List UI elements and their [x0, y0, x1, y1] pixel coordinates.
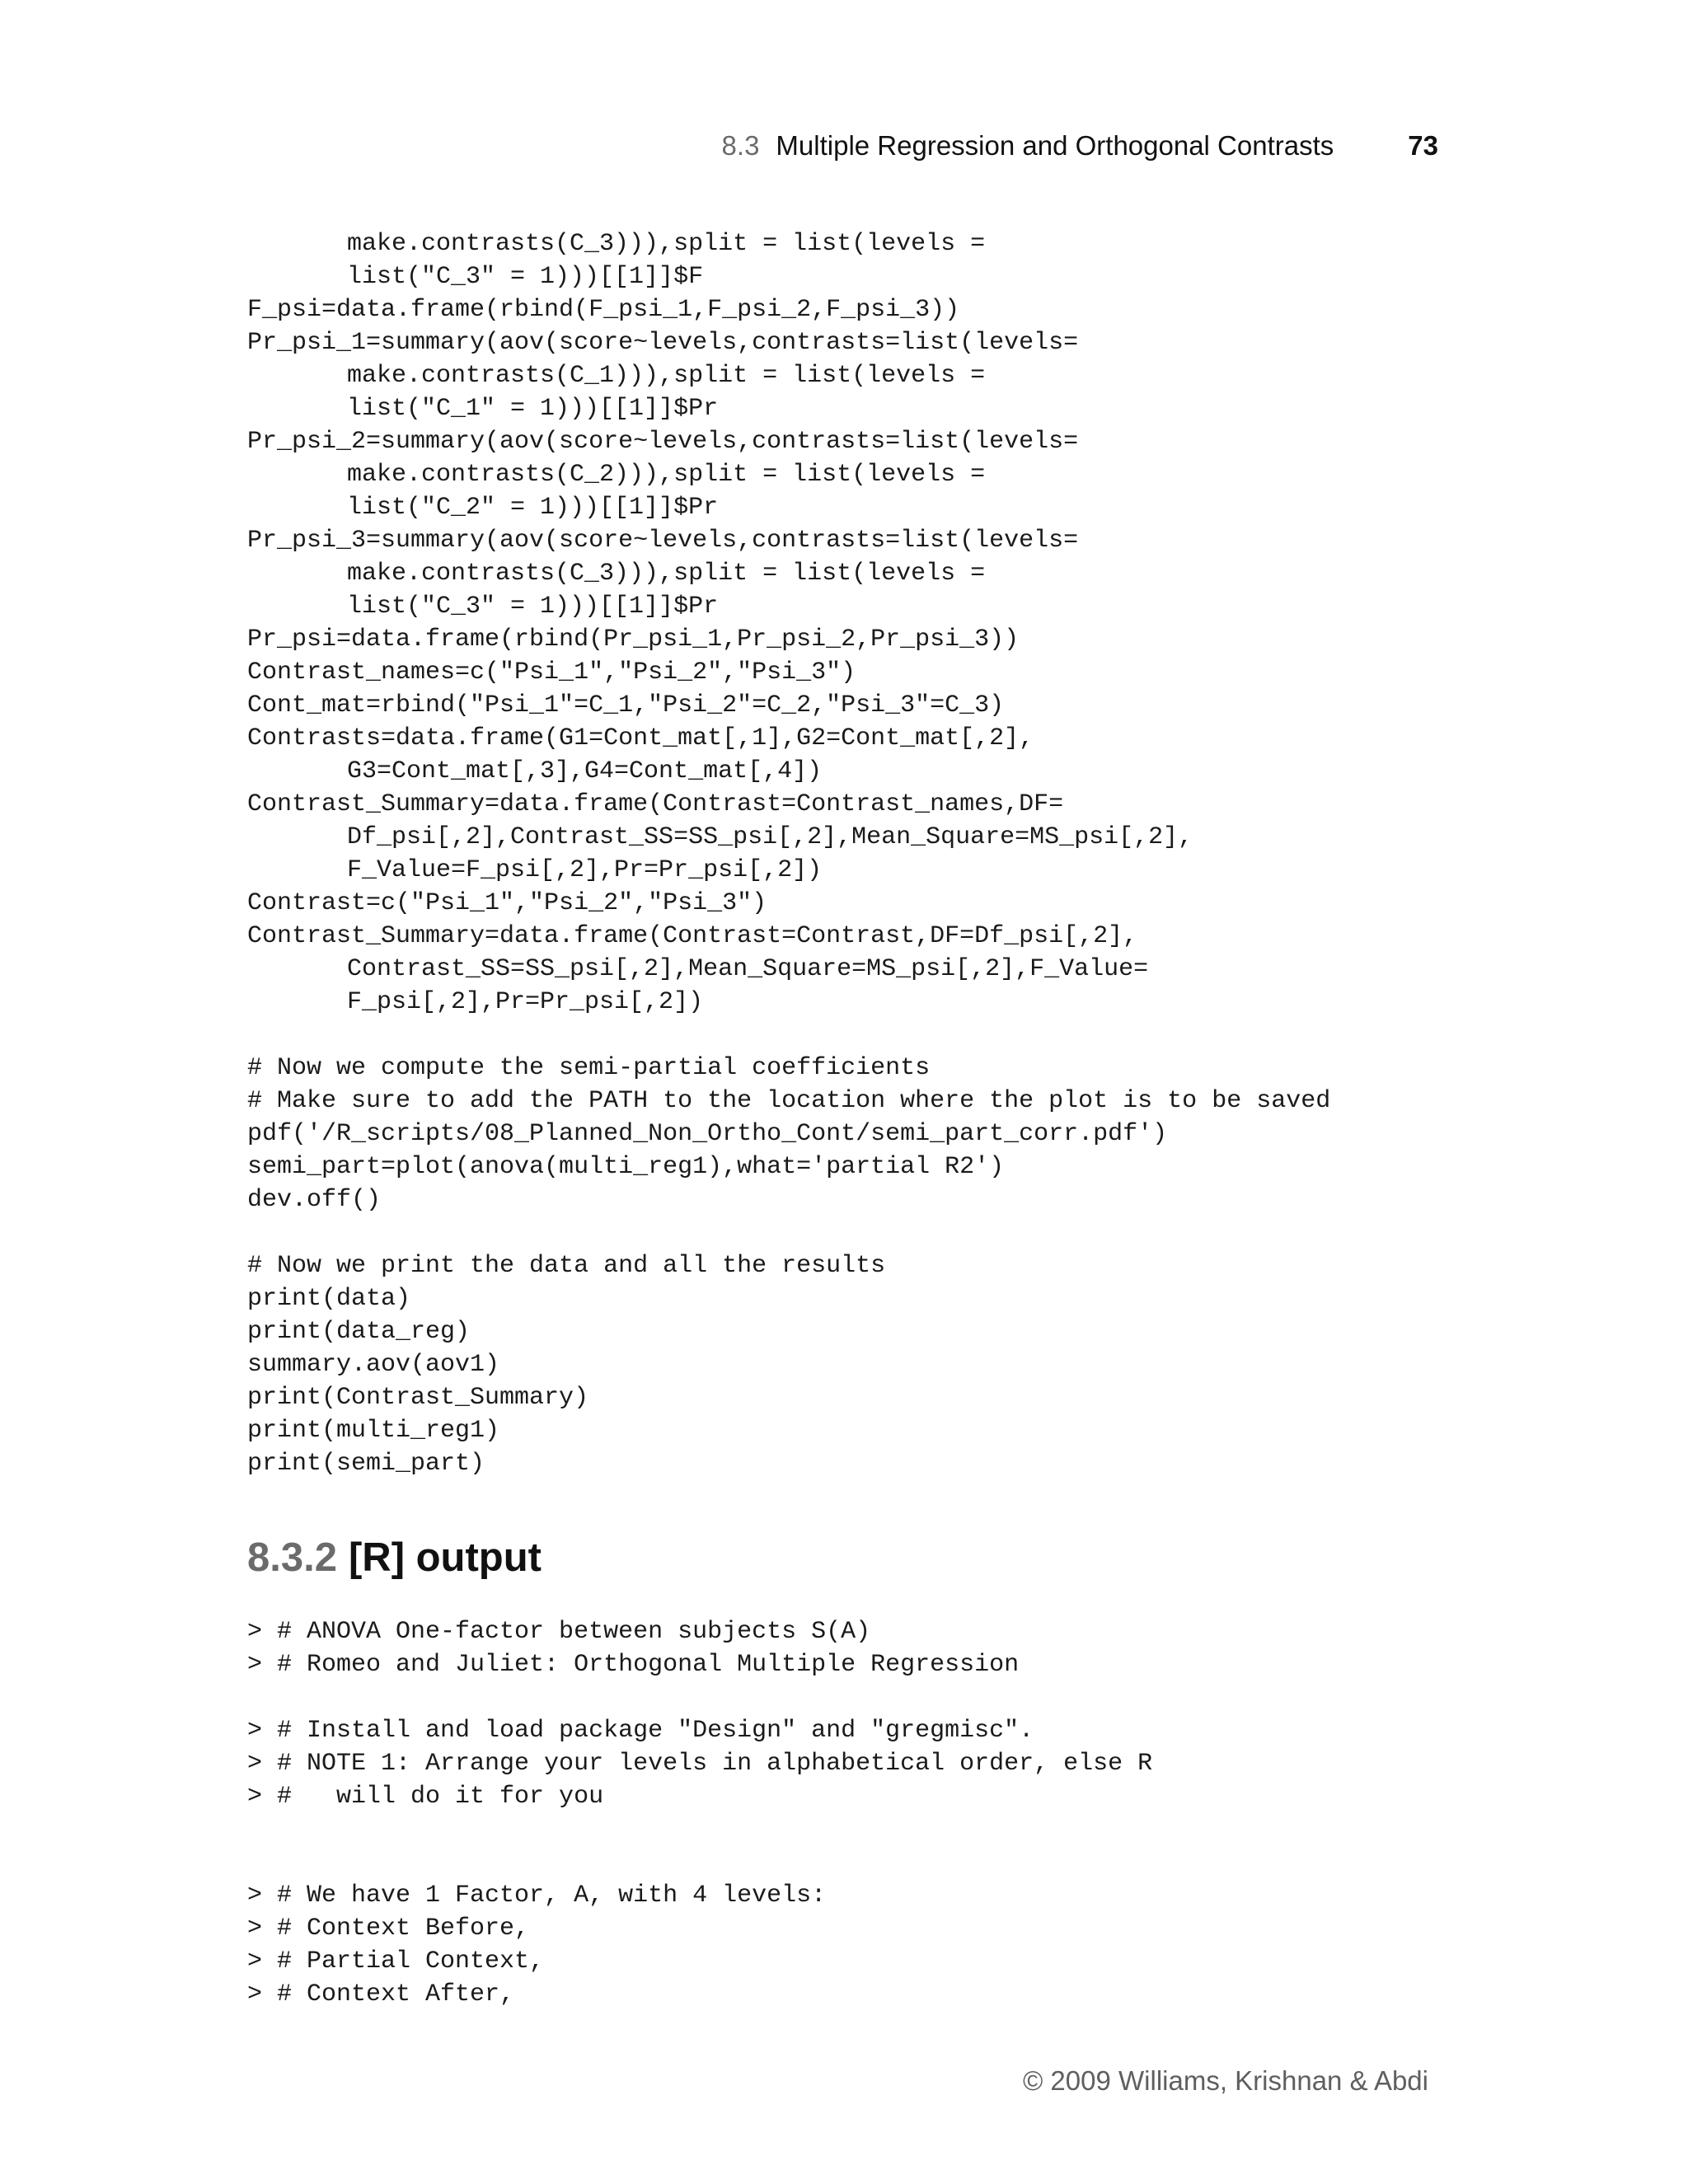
- code-line: # Now we print the data and all the results: [247, 1252, 886, 1280]
- code-line: Contrast_SS=SS_psi[,2],Mean_Square=MS_psi[,2],F_Value=: [347, 955, 1149, 983]
- r-output-listing: [247, 1615, 1152, 2011]
- code-line: Df_psi[,2],Contrast_SS=SS_psi[,2],Mean_Square=MS_psi[,2],: [347, 823, 1193, 851]
- blank-line: [247, 1216, 1330, 1249]
- code-line: make.contrasts(C_2))),split = list(levels =: [347, 461, 986, 489]
- code-line: pdf('/R_scripts/08_Planned_Non_Ortho_Cont/semi_part_corr.pdf'): [247, 1120, 1168, 1148]
- code-line: semi_part=plot(anova(multi_reg1),what='partial R2'): [247, 1153, 1005, 1181]
- output-line: > # We have 1 Factor, A, with 4 levels:: [247, 1882, 827, 1910]
- output-line: > # will do it for you: [247, 1783, 604, 1811]
- code-line: make.contrasts(C_3))),split = list(levels =: [347, 560, 986, 588]
- code-line: print(semi_part): [247, 1450, 485, 1478]
- code-line: F_Value=F_psi[,2],Pr=Pr_psi[,2]): [347, 856, 823, 884]
- code-line: Contrasts=data.frame(G1=Cont_mat[,1],G2=Cont_mat[,2],: [247, 724, 1034, 752]
- output-line: > # Install and load package "Design" and "gregmisc".: [247, 1717, 1034, 1745]
- section-heading-number: 8.3.2: [247, 1535, 337, 1580]
- code-line: Contrast=c("Psi_1","Psi_2","Psi_3"): [247, 889, 767, 917]
- code-line: Contrast_Summary=data.frame(Contrast=Contrast_names,DF=: [247, 790, 1064, 818]
- code-line: Pr_psi=data.frame(rbind(Pr_psi_1,Pr_psi_2,Pr_psi_3)): [247, 626, 1020, 654]
- blank-line: [247, 1846, 1152, 1879]
- running-head-section-number: 8.3: [721, 130, 760, 161]
- code-line: print(data): [247, 1285, 411, 1313]
- code-line: F_psi[,2],Pr=Pr_psi[,2]): [347, 988, 704, 1016]
- output-line: > # Context After,: [247, 1980, 515, 2008]
- code-line: Pr_psi_2=summary(aov(score~levels,contrasts=list(levels=: [247, 428, 1079, 456]
- code-line: F_psi=data.frame(rbind(F_psi_1,F_psi_2,F_psi_3)): [247, 296, 960, 324]
- code-line: list("C_2" = 1)))[[1]]$Pr: [347, 494, 719, 522]
- blank-line: [247, 1813, 1152, 1846]
- r-script-listing: [247, 227, 1330, 1480]
- code-line: Cont_mat=rbind("Psi_1"=C_1,"Psi_2"=C_2,"Psi_3"=C_3): [247, 691, 1005, 719]
- code-line: list("C_3" = 1)))[[1]]$Pr: [347, 593, 719, 621]
- section-heading: [247, 1533, 542, 1582]
- code-line: Pr_psi_3=summary(aov(score~levels,contrasts=list(levels=: [247, 527, 1079, 555]
- output-line: > # NOTE 1: Arrange your levels in alphabetical order, else R: [247, 1750, 1153, 1778]
- code-line: print(data_reg): [247, 1318, 471, 1346]
- running-head-section-title: Multiple Regression and Orthogonal Contrasts: [776, 130, 1334, 161]
- output-line: > # Context Before,: [247, 1915, 530, 1943]
- running-head: [0, 125, 1438, 166]
- code-line: summary.aov(aov1): [247, 1351, 500, 1379]
- output-line: > # ANOVA One-factor between subjects S(A): [247, 1618, 871, 1646]
- code-line: dev.off(): [247, 1186, 382, 1214]
- code-line: print(multi_reg1): [247, 1417, 500, 1445]
- code-line: Pr_psi_1=summary(aov(score~levels,contrasts=list(levels=: [247, 329, 1079, 357]
- code-line: G3=Cont_mat[,3],G4=Cont_mat[,4]): [347, 757, 823, 785]
- blank-line: [247, 1019, 1330, 1052]
- code-line: print(Contrast_Summary): [247, 1384, 589, 1412]
- code-line: list("C_3" = 1)))[[1]]$F: [347, 263, 704, 291]
- output-line: > # Romeo and Juliet: Orthogonal Multiple Regression: [247, 1651, 1020, 1679]
- code-line: list("C_1" = 1)))[[1]]$Pr: [347, 395, 719, 423]
- code-line: make.contrasts(C_1))),split = list(levels =: [347, 362, 986, 390]
- code-line: Contrast_names=c("Psi_1","Psi_2","Psi_3"): [247, 658, 856, 687]
- blank-line: [247, 1681, 1152, 1714]
- code-line: # Make sure to add the PATH to the location where the plot is to be saved: [247, 1087, 1331, 1115]
- code-line: make.contrasts(C_3))),split = list(levels =: [347, 230, 986, 258]
- section-heading-title: [R] output: [348, 1535, 542, 1580]
- output-line: > # Partial Context,: [247, 1947, 545, 1975]
- code-line: Contrast_Summary=data.frame(Contrast=Contrast,DF=Df_psi[,2],: [247, 922, 1138, 950]
- page-number: 73: [1408, 130, 1438, 161]
- code-line: # Now we compute the semi-partial coefficients: [247, 1054, 931, 1082]
- copyright-footer: © 2009 Williams, Krishnan & Abdi: [1022, 2065, 1428, 2096]
